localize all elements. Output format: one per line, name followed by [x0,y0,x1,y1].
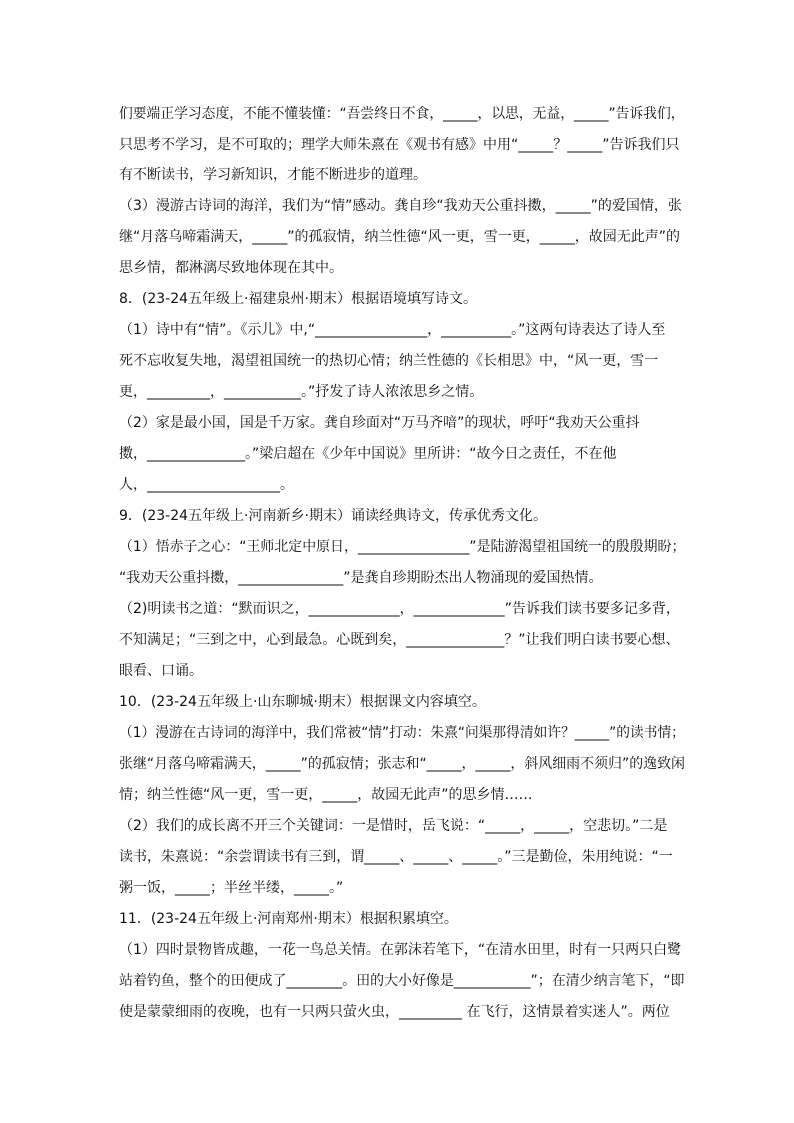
text-line: 继“月落乌啼霜满天，_____”的孤寂情，纳兰性德“风一更，雪一更，_____，故园无此声”的 [119,229,681,245]
text-line: 使是蒙蒙细雨的夜晚，也有一只两只萤火虫，_________ 在飞行，这情景着实迷人”。两位 [119,1004,670,1020]
text-line: （1）悟赤子之心：“王师北定中原日，________________”是陆游渴望祖国统一的殷殷期盼； [119,539,686,555]
text-line: （3）漫游古诗词的海洋，我们为“情”感动。龚自珍“我劝天公重抖擞，_____”的爱国情，张 [119,198,682,214]
text-line: 们要端正学习态度，不能不懂装懂：“吾尝终日不食，_____，以思，无益，_____”告诉我们， [119,106,685,122]
question-heading: 9．(23-24五年级上·河南新乡·期末）诵读经典诗文，传承优秀文化。 [119,508,547,524]
text-line: 只思考不学习，是不可取的；理学大师朱熹在《观书有感》中用“_____？_____”告诉我们只 [119,137,680,153]
text-line: 擞，______________。”梁启超在《少年中国说》里所讲：“故今日之责任，不在他 [119,446,617,462]
text-line: 更，_________，___________。”抒发了诗人浓浓思乡之情。 [119,384,484,400]
text-line: （1）漫游在古诗词的海洋中，我们常被“情”打动：朱熹“问渠那得清如许？_____”的读书情； [119,725,685,741]
question-heading: 8．(23-24五年级上·福建泉州·期末）根据语境填写诗文。 [119,291,477,307]
text-line: 眼看、口诵。 [119,663,203,679]
text-line: 站着钓鱼，整个的田便成了________。田的大小好像是___________”；在清少纳言笔下，“即 [119,973,685,989]
text-line: 有不断读书，学习新知识，才能不断进步的道理。 [119,167,427,183]
text-line: （1）诗中有“情”。《示儿》中,“________________，__________。”这两句诗表达了诗人至 [119,322,666,338]
text-line: 读书，朱熹说：“余尝谓读书有三到，谓_____、_____、_____。”三是勤俭，朱用纯说：“一 [119,849,673,865]
question-heading: 11．(23-24五年级上·河南郑州·期末）根据积累填空。 [119,911,458,927]
text-line: （2)明读书之道：“默而识之，_____________，_____________”告诉我们读书要多记多背， [119,601,680,617]
text-line: 人，___________________。 [119,477,294,493]
text-line: 情；纳兰性德“风一更，雪一更，_____，故园无此声”的思乡情…… [119,787,533,803]
text-line: 思乡情，都淋漓尽致地体现在其中。 [119,260,343,276]
text-line: （2）家是最小国，国是千万家。龚自珍面对“万马齐喑”的现状，呼吁“我劝天公重抖 [119,415,640,431]
text-line: “我劝天公重抖擞，_______________”是龚自珍期盼杰出人物涌现的爱国热情。 [119,570,603,586]
text-line: 张继“月落乌啼霜满天，_____”的孤寂情；张志和“_____，_____，斜风细雨不须归”的逸致闲 [119,756,686,772]
text-line: 不知满足；“三到之中，心到最急。心既到矣，______________？”让我们明白读书要心想、 [119,632,680,648]
question-heading: 10．(23-24五年级上·山东聊城·期末）根据课文内容填空。 [119,694,486,710]
text-line: 死不忘收复失地，渴望祖国统一的热切心情；纳兰性德的《长相思》中，“风一更，雪一 [119,353,659,369]
text-line: （2）我们的成长离不开三个关键词：一是惜时，岳飞说：“_____，_____，空悲切。”二是 [119,818,668,834]
text-line: 粥一饭，_____；半丝半缕，_____。” [119,880,344,896]
text-line: （1）四时景物皆成趣，一花一鸟总关情。在郭沫若笔下，“在清水田里，时有一只两只白鹭 [119,942,682,958]
